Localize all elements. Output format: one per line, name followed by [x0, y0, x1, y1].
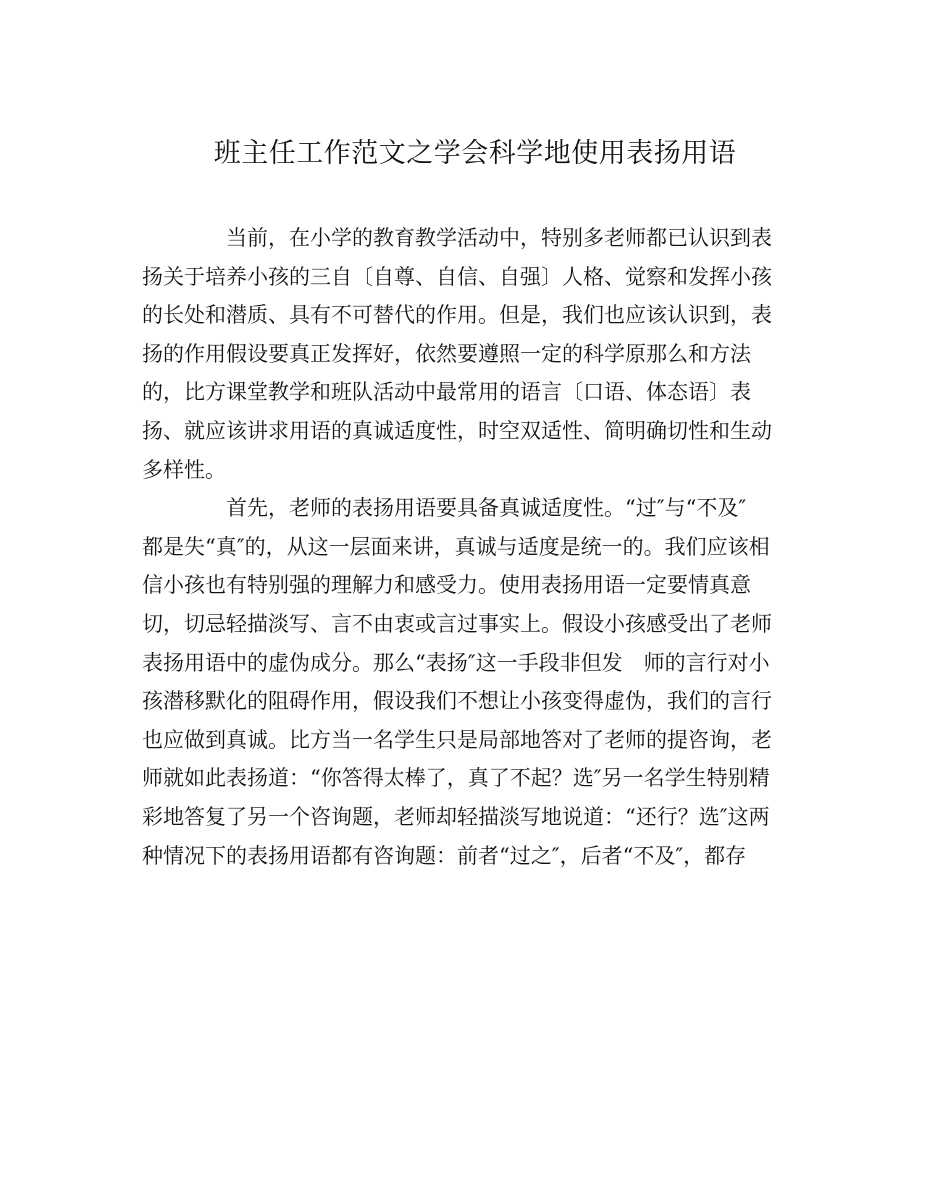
- paragraph-line: 表扬用语中的虚伪成分。那么“表扬″这一手段非但发 师的言行对小: [142, 650, 770, 675]
- paragraph-line: 的长处和潜质、具有不可替代的作用。但是，我们也应该认识到，表: [142, 303, 772, 328]
- paragraph-line: 也应做到真诚。比方当一名学生只是局部地答对了老师的提咨询，老: [142, 727, 772, 752]
- paragraph-line: 都是失“真″的，从这一层面来讲，真诚与适度是统一的。我们应该相: [142, 534, 770, 559]
- paragraph-line: 种情况下的表扬用语都有咨询题：前者“过之″，后者“不及″，都存: [142, 843, 747, 868]
- paragraph-line: 信小孩也有特别强的理解力和感受力。使用表扬用语一定要情真意: [142, 573, 751, 598]
- paragraph-line: 首先，老师的表扬用语要具备真诚适度性。“过″与“不及″: [226, 496, 747, 521]
- paragraph-line: 当前，在小学的教育教学活动中，特别多老师都已认识到表: [226, 226, 772, 250]
- paragraph-line: 扬、就应该讲求用语的真诚适度性，时空双适性、简明确切性和生动: [142, 418, 772, 443]
- paragraph-line: 多样性。: [142, 457, 226, 482]
- document-body: [142, 219, 810, 875]
- paragraph-line: 彩地答复了另一个咨询题，老师却轻描淡写地说道：“还行？选″这两: [142, 804, 770, 829]
- paragraph-line: 扬的作用假设要真正发挥好，依然要遵照一定的科学原那么和方法: [142, 341, 751, 366]
- document-title: 班主任工作范文之学会科学地使用表扬用语: [213, 138, 737, 169]
- paragraph-line: 切，切忌轻描淡写、言不由衷或言过事实上。假设小孩感受出了老师: [142, 611, 772, 636]
- paragraph-line: 扬关于培养小孩的三自〔自尊、自信、自强〕人格、觉察和发挥小孩: [142, 264, 772, 289]
- paragraph-line: 孩潜移默化的阻碍作用，假设我们不想让小孩变得虚伪，我们的言行: [142, 689, 772, 714]
- paragraph-line: 师就如此表扬道：“你答得太棒了，真了不起？选″另一名学生特别精: [142, 766, 770, 791]
- paragraph-line: 的，比方课堂教学和班队活动中最常用的语言〔口语、体态语〕表: [142, 380, 751, 405]
